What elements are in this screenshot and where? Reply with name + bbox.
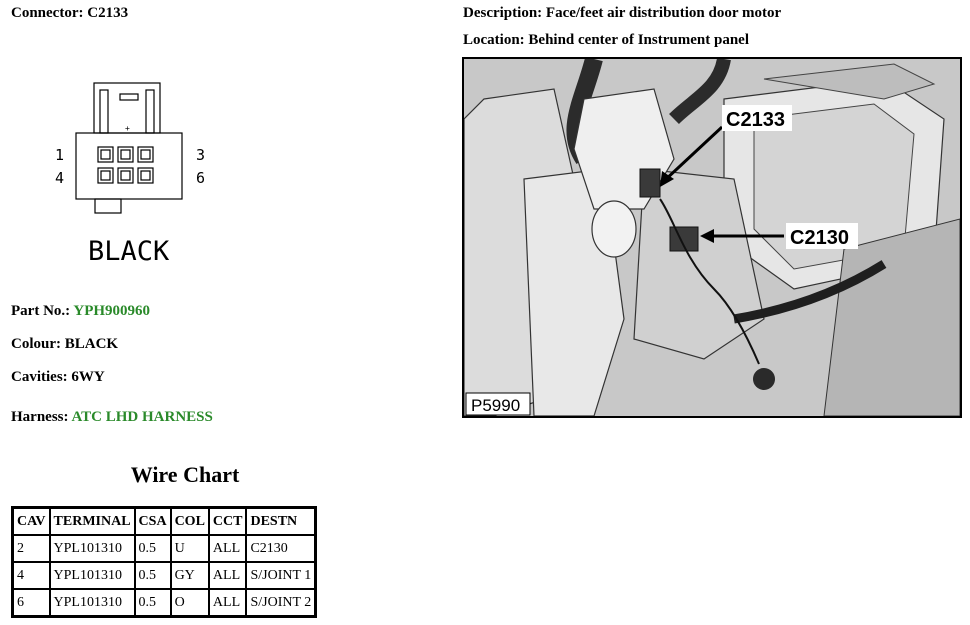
- pin-label-3: 3: [196, 146, 206, 164]
- cell-destn: S/JOINT 1: [246, 562, 315, 589]
- cell-cct: ALL: [209, 562, 247, 589]
- cell-csa: 0.5: [135, 562, 171, 589]
- part-no-line: [11, 303, 150, 320]
- cavities-label: Cavities:: [11, 369, 68, 385]
- harness-label: Harness:: [11, 409, 69, 425]
- location-illustration: [464, 59, 960, 416]
- col-header-cav: CAV: [13, 508, 50, 536]
- pin-label-4: 4: [55, 169, 65, 187]
- harness-line: [11, 409, 213, 426]
- part-no-label: Part No.:: [11, 303, 71, 319]
- wire-chart-title: Wire Chart: [130, 462, 240, 487]
- svg-text:+: +: [125, 124, 130, 133]
- cavities-value: 6WY: [71, 369, 105, 385]
- col-header-cct: CCT: [209, 508, 247, 536]
- cell-col: GY: [171, 562, 209, 589]
- location-photo: [462, 57, 962, 418]
- cell-csa: 0.5: [135, 535, 171, 562]
- cell-destn: S/JOINT 2: [246, 589, 315, 617]
- description-label: Description:: [463, 5, 543, 21]
- cell-cct: ALL: [209, 535, 247, 562]
- col-header-csa: CSA: [135, 508, 171, 536]
- connector-value: C2133: [87, 5, 129, 21]
- table-row: [13, 562, 316, 589]
- col-header-destn: DESTN: [246, 508, 315, 536]
- pin-label-1: 1: [55, 146, 65, 164]
- connector-label: Connector:: [11, 5, 84, 21]
- location-line: [463, 32, 749, 49]
- table-header-row: [13, 508, 316, 536]
- cell-terminal: YPL101310: [50, 562, 135, 589]
- diagram-color-text: BLACK: [88, 236, 170, 267]
- table-row: [13, 535, 316, 562]
- cell-cct: ALL: [209, 589, 247, 617]
- wire-chart-table: [11, 506, 317, 618]
- cell-cav: 4: [13, 562, 50, 589]
- cell-csa: 0.5: [135, 589, 171, 617]
- table-row: [13, 589, 316, 617]
- connector-face-diagram: [50, 80, 220, 270]
- part-no-value: YPH900960: [73, 303, 151, 319]
- description-value: Face/feet air distribution door motor: [545, 5, 782, 21]
- cell-cav: 2: [13, 535, 50, 562]
- cell-destn: C2130: [246, 535, 315, 562]
- description-line: [463, 5, 781, 22]
- cell-col: U: [171, 535, 209, 562]
- callout-c2133: C2133: [726, 109, 785, 131]
- location-label: Location:: [463, 32, 525, 48]
- harness-value: ATC LHD HARNESS: [71, 409, 213, 425]
- cell-cav: 6: [13, 589, 50, 617]
- col-header-terminal: TERMINAL: [50, 508, 135, 536]
- col-header-col: COL: [171, 508, 209, 536]
- colour-label: Colour:: [11, 336, 61, 352]
- callout-c2130: C2130: [790, 227, 849, 249]
- colour-line: [11, 336, 118, 353]
- cell-terminal: YPL101310: [50, 535, 135, 562]
- connector-line: [11, 5, 128, 22]
- cell-terminal: YPL101310: [50, 589, 135, 617]
- cavities-line: [11, 369, 105, 386]
- colour-value: BLACK: [64, 336, 119, 352]
- pin-label-6: 6: [196, 169, 206, 187]
- location-value: Behind center of Instrument panel: [528, 32, 749, 48]
- photo-reference: P5990: [471, 396, 521, 415]
- cell-col: O: [171, 589, 209, 617]
